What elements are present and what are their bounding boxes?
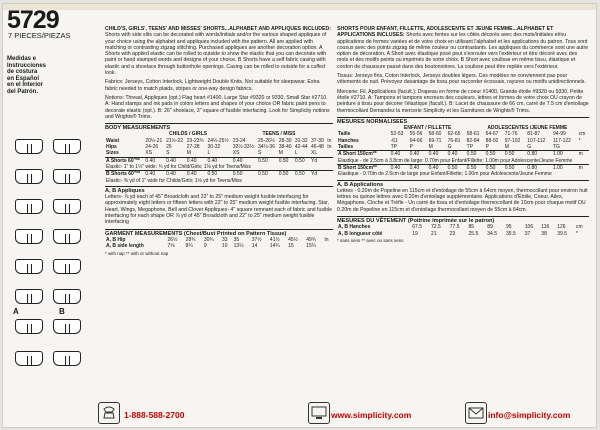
a-shorts-row: A Shorts 60"** 0.40 0.40 0.40 0.40 0.40 0.50 0.50 0.50 Yd [106,157,318,164]
shorts-thumb [53,319,81,334]
appliques-header: A, B Appliques [105,186,333,194]
website: www.simplicity.com [331,410,412,420]
garment-measurements-table [105,237,333,250]
applications-header: A, B Applications [337,180,589,188]
a-elastique-note: Elastique - de 2.5cm à 3.8cm de large: 0.70m pour Enfant/Fillette; 1.00m pour Adolescente/Jeune Femme [337,158,589,165]
tape-strip [3,4,596,10]
shorts-thumb [53,229,81,244]
english-column [105,26,333,257]
shorts-thumb [15,139,43,154]
hips-row: Hips 24-26 26 27-28 30-32 32½-33½ 34½-36 38-40 42-44 46-48 In [106,144,332,151]
ado-label: ADOLESCENTES /JEUNE FEMME [487,125,568,132]
hip-row: A, B Hip 26½ 28¾ 30¾ 33 35 37½ 41½ 45½ 49¾ In [106,236,329,243]
longueur-row: A, B longueur côté 19 21 23 25.5 34.5 35.5 37 38 39.5 * [338,230,578,237]
shorts-thumb [53,169,81,184]
french-footnote: * sans sens ** avec ou sans sens [337,237,404,243]
childs-girls-label: CHILDS / GIRLS [169,131,208,138]
applications-text: Lettres - 0.20m de Popeline en 115cm et d'entoilage de 55cm à 64cm moyen, thermocollant pour environ huit lettres ou quinze lettres avec 0.20m d'entoilage supplémentaire. Applications d'Étoile, Coeur, Ailes, Mégaphone, Cloche et Trèfle - Un carré de tissu et d'entoilage thermocollant de 10cm pour chaque motif OU 0.20m de Popeline en 115cm et d'entoilage thermocollant moyen de 55cm à 64cm. [337,187,588,213]
shorts-thumb [15,351,43,366]
shorts-thumb [15,169,43,184]
a-elastic-note: Elastic- 1" to 1½" wide: ¾ yd for Child/Girls; 1⅛ yd for Teens/Miss [105,164,333,171]
enfant-label: ENFANT / FILLETTE [403,125,452,132]
english-fabrics: Fabrics: Jerseys, Cotton Interlock, Lightweight Double Knits. Not suitable for sleepwear. Extra fabric needed to match plaids, stripes or one-way design fabrics. [105,79,320,92]
french-title: SHORTS POUR ENFANT, FILLETTE, ADOLESCENTE ET JEUNE FEMME...ALPHABET ET APPLICATIONS INCLUSES: [337,26,554,39]
english-notions: Notions: Thread, Appliques (opt.) Flag heart #1400, Large Star #9320 or 9330, Small Star #2710. A: Hand stamps and ink pads in colors letters and shapes of your choice OR fabric paint pens to decorate elastic (opt.). B: 26" shoelace, 3" square of fusible interfacing. Look for Simplicity notions and Wrights® Trims. [105,94,330,120]
a-short-row: A Short 150cm** 0.40 0.40 0.40 0.40 0.50 0.50 0.50 0.80 1.00 m [338,151,583,158]
french-description: Shorts avec fentes sur les côtés décorés avec des mots/initiales et/ou applications de formes variées et de votre choix en utilisant l'alphabet et les applications du patron. Tous sont cousus avec des points zigzag de même couleur ou contrastants. Les appliques du commerce sont une autre option de décoration. A Short avec élastique posé peut s'enrouler vers l'extérieur et être décoré avec des mots et des motifs peints ou imprimés de votre choix. B Short avec coulisse en même tissu, élastique et cordon de chaussure passé dans des boutonnières. La coulisse peut être repliée vers l'extérieur. [337,32,589,70]
hanches-b-row: A, B Hanches 67.5 72.5 77.5 85 89 95 106 116 126 cm [338,224,583,231]
email-icon [465,402,487,424]
shorts-thumb [53,351,81,366]
shorts-thumb [53,199,81,214]
sizes-row: Sizes XS S M L XS S M L XL [105,150,333,157]
shorts-thumb [53,259,81,274]
shorts-thumb [15,319,43,334]
pattern-number: 5729 [7,6,59,34]
french-column [337,26,589,244]
teens-miss-label: TEENS / MISS [262,131,296,138]
french-mercerie: Mercerie: Fil, Applications (facult.): Drapeau en forme de coeur #1400, Grande étoile #9320 ou 9330, Petite étoile #2710. A: Tampons et tampons encreurs des couleurs, lettres et formes de votre choix OU crayon de peinture à tissu pour décorer l'élastique (facult.). B: Lacet de chaussure de 66 cm, carré de 7.5 cm d'entoilage thermocollant Demandez la mercerie Simplicity et les Garnitures de Wrights® Trims. [337,88,589,114]
b-elastique-note: Elastique - 0.70m de 2.5cm de large pour Enfant/Fillette; 1.00m pour Adolescente/Jeune Femme [338,171,552,178]
footer [3,398,596,427]
pieces-label: 7 PIECES/PIEZAS [8,31,71,40]
mesures-table [337,125,589,177]
body-measurements-table [105,131,333,183]
shorts-thumb [53,139,81,154]
appliques-text: Letters- ⅞ yd each of 45" Broadcloth and 22" to 25" medium weight fusible interfacing for approximately eight letters or fifteen letters with 22" to 25" medium weight fusible interfacing. Star, Heart, Wings, Megaphone, Bell and Clover Appliques- 4" square remnant each of fabric and fusible interfacing for each shape OR ⅞ yd of 45" Broadcloth and 22" to 25" medium weight fusible interfacing [105,194,333,226]
english-description: Shorts with side slits can be decorated with words/initials and/or the various shaped appliques of your choice using the alphabet and appliques included with the pattern. All are applied with matching or contrasting zigzag stitching. Purchased appliques are another decoration option. A Shorts with applied elastic can be rolled to outside to show the elastic that you can decorate with paint or hand stamped words and designs of your choice. B Shorts have a self fabric casing with elastic and a shoelace through buttonhole openings. Casing can be rolled to outside for a cuffed look. [105,32,327,77]
taille-row: Taille 52-53 55-56 58-60 62-65 58-61 64-67 71-76 81-87 94-99 cm [338,131,586,138]
view-a-label: A [13,307,19,316]
french-tissus: Tissus: Jerseys fins, Coton Interlock, Jerseys doubles légers. Ces modèles ne conviennent pas pour vêtements de nuit. Prévoyez davantage de tissu pour raccorder écossais, rayures ou motifs unidirectionnels. [337,73,586,86]
computer-icon [308,402,330,424]
vetement-table [337,224,589,237]
vetement-header: MESURES DU VÊTEMENT (Poitrine imprimée sur le patron) [337,216,589,224]
shorts-thumb [15,259,43,274]
waist-row: Waist 20½-21 21½-22 23-23¾ 24½-25½ 23-24 25-26½ 28-30 31-32 37-39 In [106,137,332,144]
email: info@simplicity.com [488,410,571,420]
pattern-envelope-back [2,3,597,428]
medidas-note: Medidas e Instrucciones de costura en Español en el Interior del Patrón. [7,56,47,95]
phone-icon [98,402,120,424]
shorts-thumb [15,289,43,304]
b-shorts-row: B Shorts 60"** 0.40 0.40 0.40 0.50 0.50 0.50 0.50 0.50 Yd [106,171,318,178]
hanches-row: Hanches -61 64-66 69-71 76-81 82-84 88-92 97-102 107-112 117-122 * [338,137,581,144]
mesures-header: MESURES NORMALISEES [337,117,589,125]
english-title: CHILD'S, GIRLS', TEENS' AND MISSES' SHORTS...ALPHABET AND APPLIQUES INCLUDED: [105,26,331,32]
b-short-row: B Short 150cm** 0.40 0.40 0.40 0.50 0.50 0.50 0.50 0.80 1.00 m [338,164,583,171]
english-footnote: * with nap ** with or without nap [105,250,169,256]
shorts-thumb [15,229,43,244]
side-length-row: A, B side length 7⅝ 8¼ 9 10 13¼ 14 14¾ 15 15¼ [106,243,316,250]
shorts-thumb [15,199,43,214]
garment-measurements-header: GARMENT MEASUREMENTS (Chest/Bust Printed on Pattern Tissue) [105,229,333,237]
view-b-label: B [59,307,65,316]
body-measurements-header: BODY MEASUREMENTS [105,123,333,131]
shorts-thumb [53,289,81,304]
tailles-row: Tailles TP P M G TP P M G TG [337,144,589,151]
b-elastic-note: Elastic- ⅜ yd of 1" wide for Childs/Girls; 1⅛ yd for Teens/Miss [106,177,242,184]
phone-number: 1-888-588-2700 [124,410,185,420]
